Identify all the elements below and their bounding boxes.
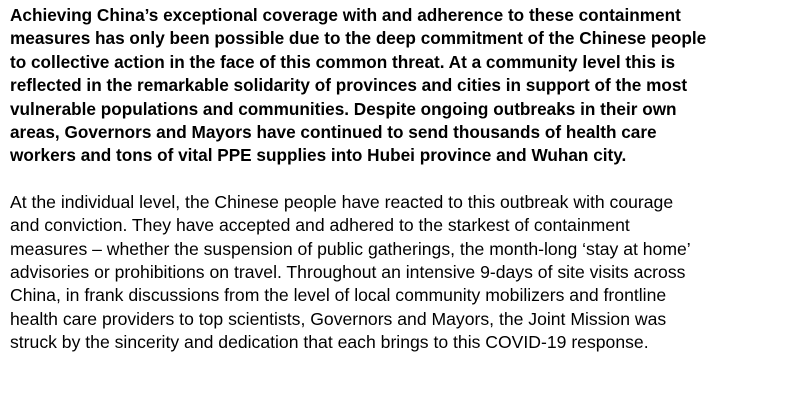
text-line: and conviction. They have accepted and adhered to the starkest of containment: [10, 215, 630, 236]
text-line: struck by the sincerity and dedication that each brings to this COVID-19 response.: [10, 332, 649, 353]
text-line: measures has only been possible due to the deep commitment of the Chinese people: [10, 28, 707, 49]
text-line: At the individual level, the Chinese people have reacted to this outbreak with courage: [10, 191, 674, 212]
text-line: to collective action in the face of this common threat. At a community level this is: [10, 51, 676, 72]
text-line: China, in frank discussions from the level of local community mobilizers and frontline: [10, 285, 667, 306]
text-line: vulnerable populations and communities. Despite ongoing outbreaks in their own: [10, 98, 677, 119]
text-line: reflected in the remarkable solidarity of provinces and cities in support of the most: [10, 75, 688, 96]
text-line: areas, Governors and Mayors have continued to send thousands of health care: [10, 122, 657, 143]
paragraph-individual-level: [10, 191, 790, 355]
text-line: measures – whether the suspension of public gatherings, the month-long ‘stay at home’: [10, 238, 691, 259]
text-line: advisories or prohibitions on travel. Throughout an intensive 9-days of site visits across: [10, 262, 686, 283]
text-line: health care providers to top scientists, Governors and Mayors, the Joint Mission was: [10, 308, 667, 329]
text-line: Achieving China’s exceptional coverage with and adherence to these containment: [10, 5, 681, 25]
text-line: workers and tons of vital PPE supplies into Hubei province and Wuhan city.: [10, 145, 627, 166]
paragraph-bold-solidarity: [10, 4, 790, 168]
